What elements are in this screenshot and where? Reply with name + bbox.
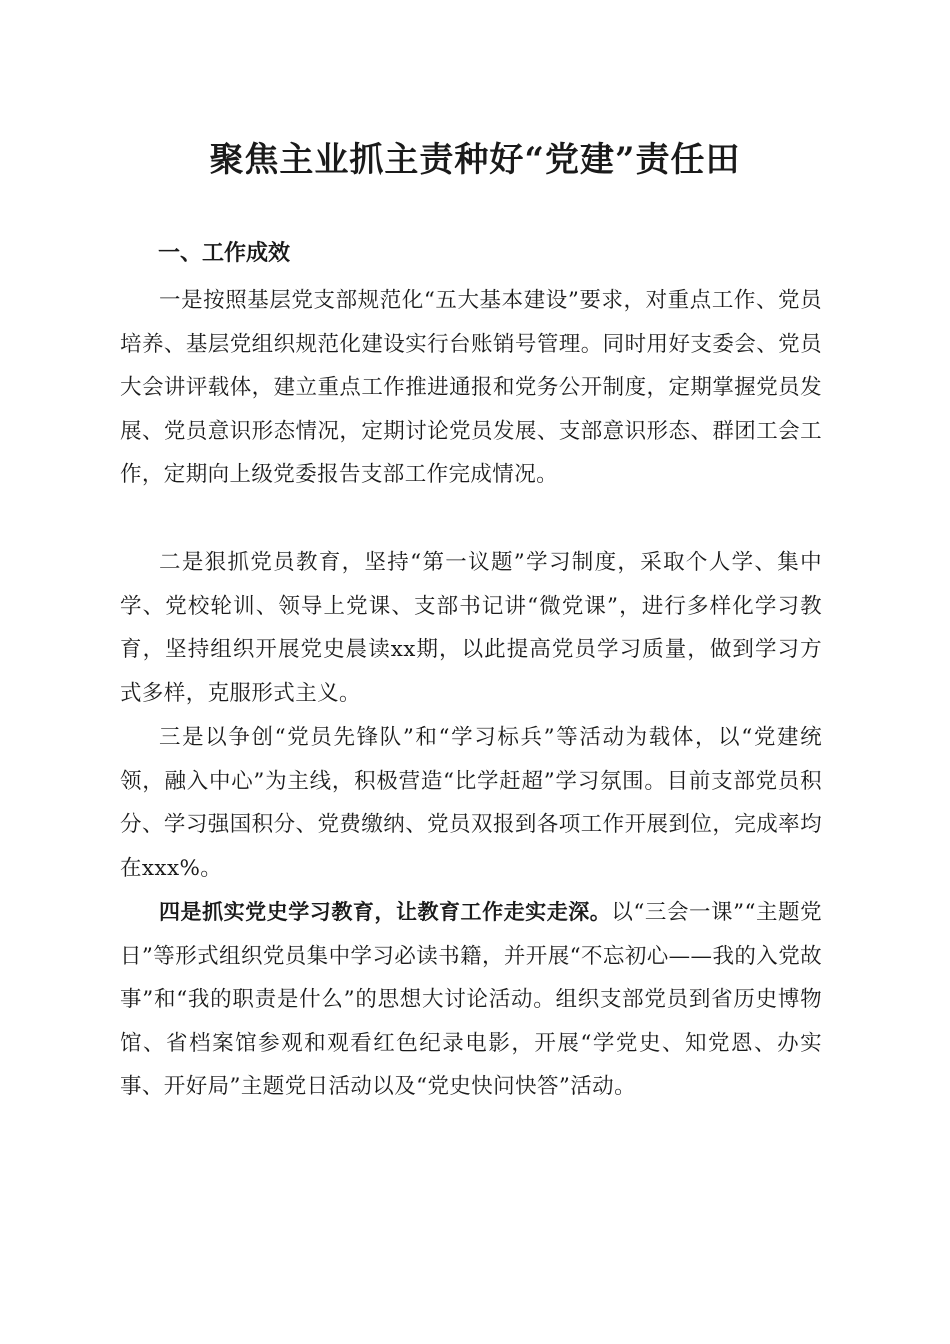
- document-title: 聚焦主业抓主责种好“党建”责任田: [209, 140, 741, 180]
- paragraph-4: [120, 891, 822, 1109]
- paragraph-3-text: 三是以争创“党员先锋队”和“学习标兵”等活动为载体，以“党建统领，融入中心”为主线，积极营造“比学赶超”学习氛围。目前支部党员积分、学习强国积分、党费缴纳、党员双报到各项工作开展到位，完成率均在xxx%。: [120, 725, 822, 881]
- paragraph-block-2: [120, 541, 822, 715]
- paragraph-4-text: 以“三会一课”“主题党日”等形式组织党员集中学习必读书籍，并开展“不忘初心——我的入党故事”和“我的职责是什么”的思想大讨论活动。组织支部党员到省历史博物馆、省档案馆参观和观看红色纪录电影，开展“学党史、知党恩、办实事、开好局”主题党日活动以及“党史快问快答”活动。: [120, 900, 822, 1099]
- section-heading: 一、工作成效: [158, 241, 291, 266]
- paragraph-block-3: [120, 716, 822, 890]
- paragraph-1-text: 一是按照基层党支部规范化“五大基本建设”要求，对重点工作、党员培养、基层党组织规范化建设实行台账销号管理。同时用好支委会、党员大会讲评载体，建立重点工作推进通报和党务公开制度，定期掌握党员发展、党员意识形态情况，定期讨论党员发展、支部意识形态、群团工会工作，定期向上级党委报告支部工作完成情况。: [120, 288, 822, 487]
- paragraph-block-1: [120, 279, 822, 497]
- paragraph-3: [120, 716, 822, 890]
- paragraph-2: [120, 541, 822, 715]
- paragraph-4-lead: 四是抓实党史学习教育，让教育工作走实走深。: [159, 900, 612, 924]
- paragraph-block-4: [120, 891, 822, 1109]
- paragraph-1: [120, 279, 822, 497]
- paragraph-2-text: 二是狠抓党员教育，坚持“第一议题”学习制度，采取个人学、集中学、党校轮训、领导上党课、支部书记讲“微党课”，进行多样化学习教育，坚持组织开展党史晨读xx期，以此提高党员学习质量，做到学习方式多样，克服形式主义。: [120, 550, 822, 706]
